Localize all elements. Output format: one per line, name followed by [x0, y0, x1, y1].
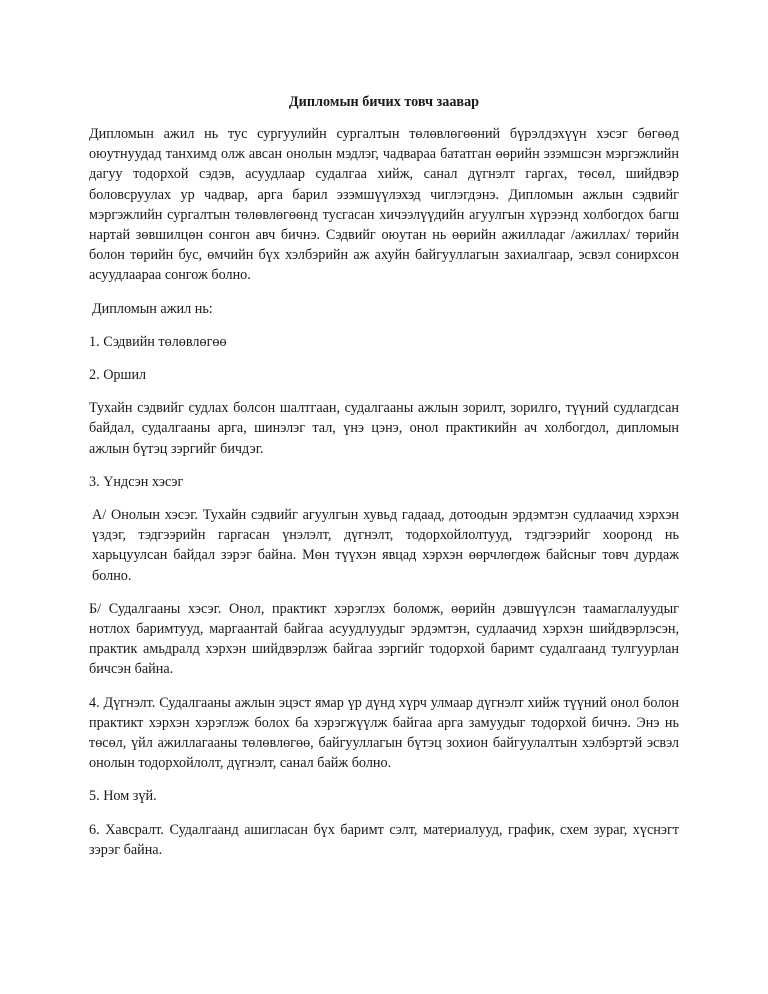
paragraph-bibliography: 5. Ном зүй. — [89, 788, 157, 805]
paragraph-research-part: Б/ Судалгааны хэсэг. Онол, практикт хэрэглэх боломж, өөрийн дэвшүүлсэн таамаглалуудыг нотлох баримтууд, маргаантай байгаа асуудлуудыг эрдэмтэн, судлаачид хэрхэн шийдвэрлэсэн, практик амьдралд хэрхэн шийдвэрлэж байгаа зэргийг тодорхой баримт судалгаанд тулгуурлан бичсэн байна. — [89, 600, 679, 678]
paragraph-section-1: 1. Сэдвийн төлөвлөгөө — [89, 333, 227, 350]
paragraph-section-3: 3. Үндсэн хэсэг — [89, 473, 184, 490]
paragraph-section-2: 2. Оршил — [89, 367, 147, 384]
document-title: Дипломын бичих товч заавар — [288, 94, 480, 110]
paragraph-introduction-body: Тухайн сэдвийг судлах болсон шалтгаан, судалгааны ажлын зорилт, зорилго, түүний судлагдсан байдал, судалгааны арга, шинэлэг тал, үнэ цэнэ, онол практикийн ач холбогдол, дипломын ажлын бүтэц зэргийг бичдэг. — [89, 400, 679, 457]
paragraph-intro: Дипломын ажил нь тус сургуулийн сургалтын төлөвлөгөөний бүрэлдэхүүн хэсэг бөгөөд оюутнуудад танхимд олж авсан онолын мэдлэг, чадвараа бататган өөрийн эзэмшсэн мэргэжлийн дагуу тодорхой сэдэв, асуудлаар судалгаа хийж, санал дүгнэлт гаргах, төсөл, шийдвэр боловсруулах ур чадвар, арга барил эзэмшүүлэхэд чиглэгдэнэ. Дипломын ажлын сэдвийг мэргэжлийн сургалтын төлөвлөгөөнд тусгасан хичээлүүдийн агуулгын хүрээнд холбогдох багш нартай зөвшилцөн сонгон авч бичнэ. Сэдвийг оюутан нь өөрийн ажилладаг /ажиллах/ төрийн болон төрийн бус, өмчийн бүх хэлбэрийн аж ахуйн байгууллагын захиалгаар, эсвэл сонирхсон асуудлаараа сонгож болно. — [89, 126, 679, 284]
paragraph-structure-heading: Дипломын ажил нь: — [92, 300, 213, 317]
paragraph-conclusion: 4. Дүгнэлт. Судалгааны ажлын эцэст ямар үр дүнд хүрч улмаар дүгнэлт хийж түүний онол болон практикт хэрхэн хэрэглэж болох ба хэрэгжүүлж байгаа арга замуудыг тодорхой бичнэ. Энэ нь төсөл, үйл ажиллагааны төлөвлөгөө, байгууллагын бүтэц зохион байгуулалтын хэлбэртэй эсвэл онолын тодорхойлолт, дүгнэлт, санал байж болно. — [89, 694, 679, 772]
document-page — [89, 92, 679, 873]
paragraph-theory-part: А/ Онолын хэсэг. Тухайн сэдвийг агуулгын хувьд гадаад, дотоодын эрдэмтэн судлаачид хэрхэн үздэг, тэдгээрийн гаргасан үнэлэлт, дүгнэлт, тодорхойлолтууд, тэдгээрийг хооронд нь харьцуулсан байдал зэрэг байна. Мөн түүхэн явцад хэрхэн өөрчлөгдөж байсныг товч дурдаж болно. — [92, 507, 679, 584]
paragraph-appendix: 6. Хавсралт. Судалгаанд ашигласан бүх баримт сэлт, материалууд, график, схем зураг, хүснэгт зэрэг байна. — [89, 821, 679, 858]
